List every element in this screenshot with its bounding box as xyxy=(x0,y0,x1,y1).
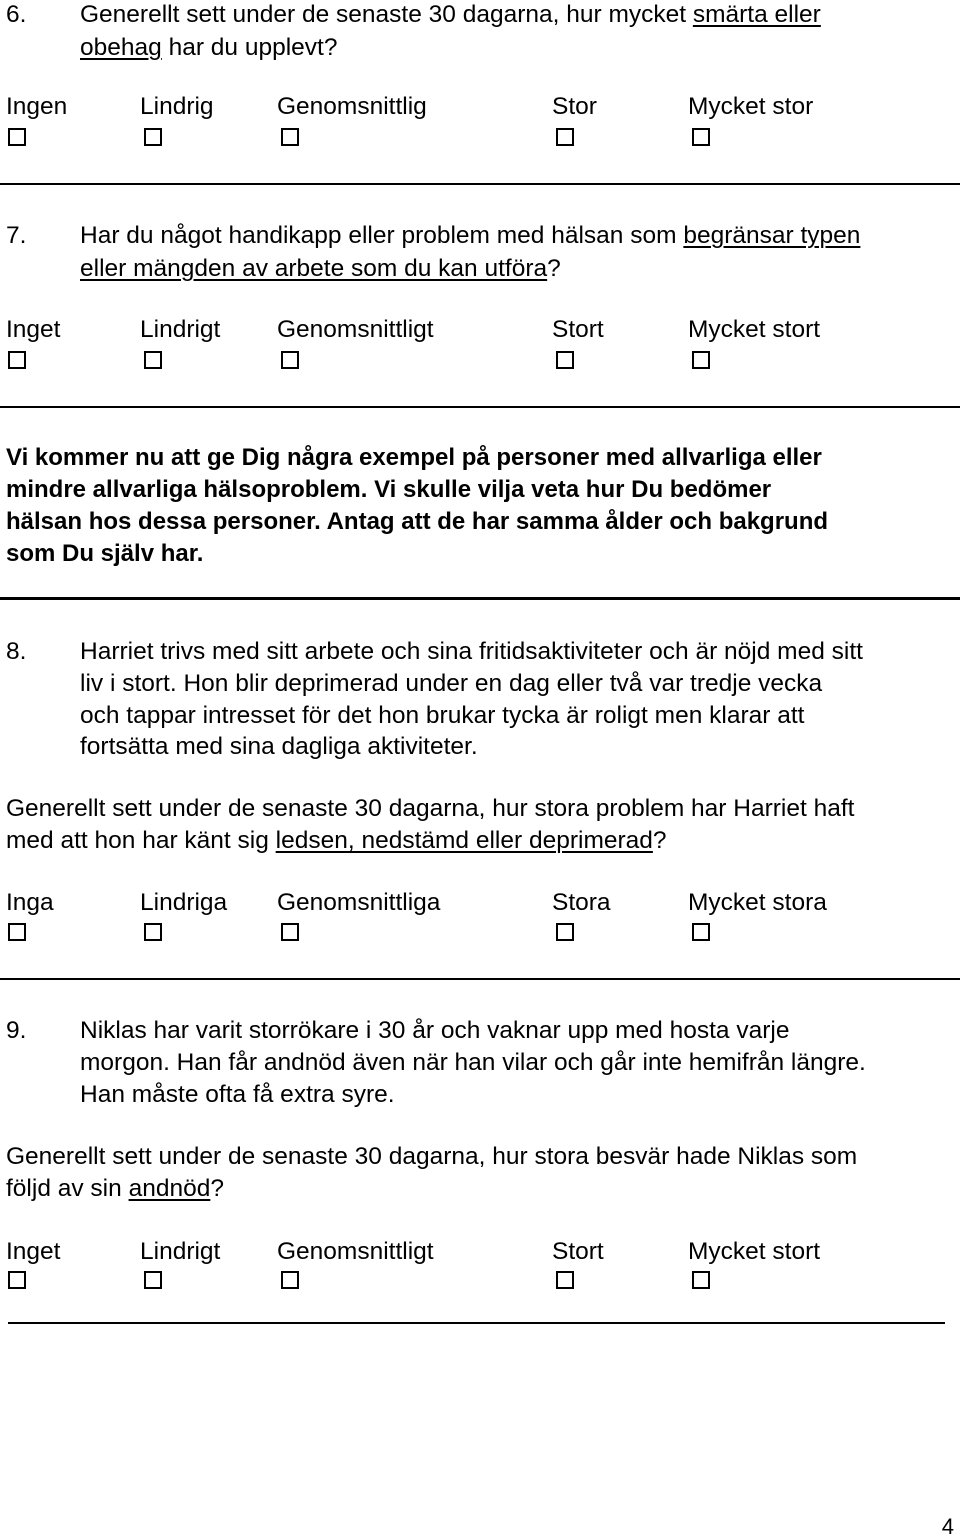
q9-checkbox-1[interactable] xyxy=(144,1271,162,1289)
q8-description-line: liv i stort. Hon blir deprimerad under en dag eller två var tredje vecka xyxy=(80,670,823,697)
q7-keyword: eller mängden av arbete som du kan utföra xyxy=(80,255,548,282)
q8-option-label: Genomsnittliga xyxy=(277,889,441,916)
q8-checkbox-0[interactable] xyxy=(8,923,26,941)
q8-option-label: Mycket stora xyxy=(688,889,827,916)
q9-question-line1: Generellt sett under de senaste 30 dagarna, hur stora besvär hade Niklas som xyxy=(6,1143,858,1170)
q9-checkbox-2[interactable] xyxy=(281,1271,299,1289)
q6-option-label: Genomsnittlig xyxy=(277,93,427,120)
intro-line: hälsan hos dessa personer. Antag att de har samma ålder och bakgrund xyxy=(6,508,829,535)
divider xyxy=(0,597,960,600)
q9-description-line: Han måste ofta få extra syre. xyxy=(80,1081,395,1108)
divider xyxy=(0,406,960,408)
q8-question-line1: Generellt sett under de senaste 30 dagarna, hur stora problem har Harriet haft xyxy=(6,795,855,822)
q6-checkbox-0[interactable] xyxy=(8,128,26,146)
q8-option-label: Lindriga xyxy=(140,889,228,916)
q8-option-label: Stora xyxy=(552,889,611,916)
q8-keyword: ledsen, nedstämd eller deprimerad xyxy=(275,827,653,854)
q6-checkbox-3[interactable] xyxy=(556,128,574,146)
q6-option-label: Lindrig xyxy=(140,93,214,120)
q7-number: 7. xyxy=(6,222,27,249)
q9-text: ? xyxy=(210,1175,224,1202)
q9-checkbox-4[interactable] xyxy=(692,1271,710,1289)
q7-checkbox-3[interactable] xyxy=(556,351,574,369)
q6-option-label: Ingen xyxy=(6,93,68,120)
q8-text: med att hon har känt sig xyxy=(6,827,276,854)
q6-text: har du upplevt? xyxy=(161,34,338,61)
q9-checkbox-3[interactable] xyxy=(556,1271,574,1289)
q6-keyword: smärta eller xyxy=(692,1,821,28)
q7-checkbox-2[interactable] xyxy=(281,351,299,369)
q8-description-line: och tappar intresset för det hon brukar tycka är roligt men klarar att xyxy=(80,702,805,729)
q9-option-label: Inget xyxy=(6,1238,61,1265)
q8-checkbox-2[interactable] xyxy=(281,923,299,941)
q6-keyword: obehag xyxy=(80,34,162,61)
q7-option-label: Lindrigt xyxy=(140,316,221,343)
q6-text: Generellt sett under de senaste 30 dagarna, hur mycket xyxy=(80,1,693,28)
q7-option-label: Mycket stort xyxy=(688,316,821,343)
q7-text: Har du något handikapp eller problem med hälsan som xyxy=(80,222,684,249)
q7-option-label: Stort xyxy=(552,316,604,343)
q9-number: 9. xyxy=(6,1017,27,1044)
q9-description-line: morgon. Han får andnöd även när han vilar och går inte hemifrån längre. xyxy=(80,1049,866,1076)
q7-keyword: begränsar typen xyxy=(683,222,861,249)
divider xyxy=(0,978,960,980)
q9-keyword: andnöd xyxy=(128,1175,211,1202)
intro-line: mindre allvarliga hälsoproblem. Vi skulle vilja veta hur Du bedömer xyxy=(6,476,772,503)
q8-description-line: Harriet trivs med sitt arbete och sina fritidsaktiviteter och är nöjd med sitt xyxy=(80,638,863,665)
q6-question-line1 xyxy=(80,3,821,28)
divider xyxy=(0,183,960,185)
q6-checkbox-1[interactable] xyxy=(144,128,162,146)
q9-description-line: Niklas har varit storrökare i 30 år och vaknar upp med hosta varje xyxy=(80,1017,790,1044)
q7-question-line1 xyxy=(80,224,860,249)
q6-checkbox-4[interactable] xyxy=(692,128,710,146)
q9-checkbox-0[interactable] xyxy=(8,1271,26,1289)
q7-option-label: Genomsnittligt xyxy=(277,316,434,343)
q7-checkbox-0[interactable] xyxy=(8,351,26,369)
q6-checkbox-2[interactable] xyxy=(281,128,299,146)
q8-question-line2 xyxy=(6,829,667,854)
q8-checkbox-4[interactable] xyxy=(692,923,710,941)
q9-question-line2 xyxy=(6,1177,224,1202)
q7-checkbox-4[interactable] xyxy=(692,351,710,369)
q7-text: ? xyxy=(547,255,561,282)
q6-option-label: Mycket stor xyxy=(688,93,814,120)
q6-number: 6. xyxy=(6,1,27,28)
intro-line: Vi kommer nu att ge Dig några exempel på personer med allvarliga eller xyxy=(6,444,822,471)
q6-question-line2 xyxy=(80,36,337,61)
page-number: 4 xyxy=(941,1514,954,1539)
q9-option-label: Genomsnittligt xyxy=(277,1238,434,1265)
q9-option-label: Lindrigt xyxy=(140,1238,221,1265)
q7-option-label: Inget xyxy=(6,316,61,343)
q7-checkbox-1[interactable] xyxy=(144,351,162,369)
q9-text: följd av sin xyxy=(6,1175,129,1202)
q8-checkbox-3[interactable] xyxy=(556,923,574,941)
q9-option-label: Mycket stort xyxy=(688,1238,821,1265)
q8-option-label: Inga xyxy=(6,889,54,916)
q8-description-line: fortsätta med sina dagliga aktiviteter. xyxy=(80,733,478,760)
q8-number: 8. xyxy=(6,638,27,665)
q9-option-label: Stort xyxy=(552,1238,604,1265)
q8-text: ? xyxy=(652,827,667,854)
q7-question-line2 xyxy=(80,257,561,282)
q8-checkbox-1[interactable] xyxy=(144,923,162,941)
divider xyxy=(8,1322,945,1324)
intro-line: som Du själv har. xyxy=(6,540,204,567)
q6-option-label: Stor xyxy=(552,93,597,120)
